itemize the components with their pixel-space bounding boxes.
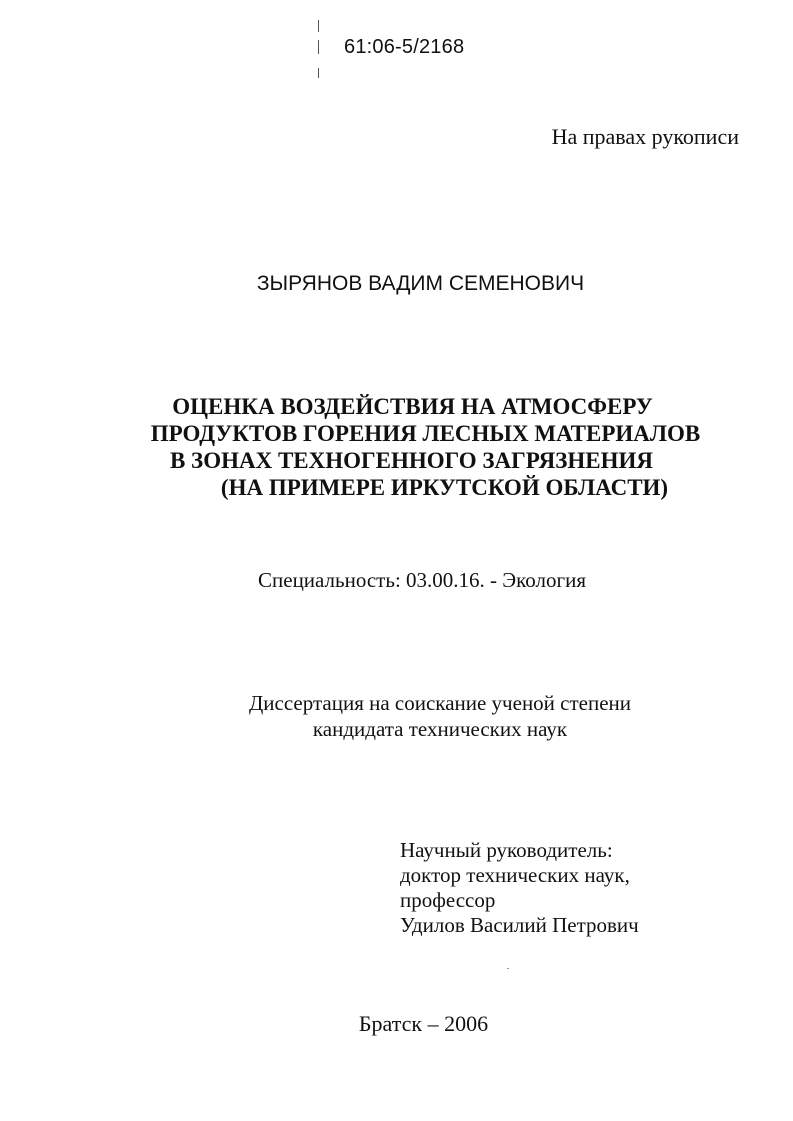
supervisor-line: Удилов Василий Петрович bbox=[400, 913, 639, 937]
rights-note: На правах рукописи bbox=[551, 124, 739, 149]
specialty: Специальность: 03.00.16. - Экология bbox=[258, 568, 586, 592]
author-name: ЗЫРЯНОВ ВАДИМ СЕМЕНОВИЧ bbox=[256, 272, 585, 295]
supervisor-block bbox=[400, 838, 639, 938]
registry-code: 61:06-5/2168 bbox=[344, 36, 465, 58]
title-line: ПРОДУКТОВ ГОРЕНИЯ ЛЕСНЫХ МАТЕРИАЛОВ bbox=[150, 421, 701, 446]
title-line: В ЗОНАХ ТЕХНОГЕННОГО ЗАГРЯЗНЕНИЯ bbox=[169, 448, 654, 473]
city-year: Братск – 2006 bbox=[358, 1011, 489, 1036]
supervisor-line: доктор технических наук, bbox=[400, 863, 630, 887]
scan-speck bbox=[507, 968, 509, 969]
supervisor-line: профессор bbox=[400, 888, 496, 912]
supervisor-line: Научный руководитель: bbox=[400, 838, 613, 862]
degree-statement bbox=[230, 690, 650, 742]
stamp-margin-line bbox=[318, 20, 319, 32]
degree-line: кандидата технических наук bbox=[312, 717, 568, 741]
title-line: ОЦЕНКА ВОЗДЕЙСТВИЯ НА АТМОСФЕРУ bbox=[172, 394, 653, 419]
dissertation-title bbox=[0, 393, 793, 501]
stamp-margin-line bbox=[318, 68, 319, 78]
degree-line: Диссертация на соискание ученой степени bbox=[248, 691, 632, 715]
title-line: (НА ПРИМЕРЕ ИРКУТСКОЙ ОБЛАСТИ) bbox=[220, 475, 669, 500]
stamp-margin-line bbox=[318, 40, 319, 54]
